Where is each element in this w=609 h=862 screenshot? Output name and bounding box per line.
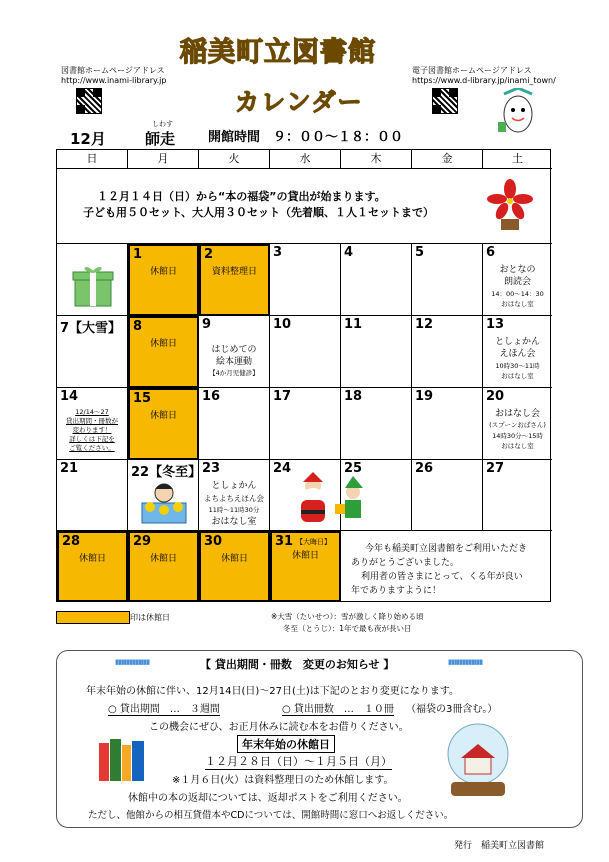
day-cell-21[interactable]: 21	[57, 460, 128, 531]
legend-note-taisetsu: ※大雪（たいせつ）：雪が激しく降り始める頃	[271, 612, 424, 621]
legend-note-toji: 冬至（とうじ）：1年で最も夜が長い日	[283, 624, 412, 633]
day-cell-8[interactable]: 8 休館日	[128, 316, 199, 388]
calendar-grid	[56, 149, 551, 602]
month-label: 12月	[70, 130, 106, 148]
day-cell-2[interactable]: 2 資料整理日	[199, 244, 270, 316]
weekday-thu: 木	[341, 150, 412, 169]
day-cell-28[interactable]: 28 休館日	[57, 531, 128, 602]
notice-line7: ただし、他館からの相互貸借本やCDについては、開館時間に窓口へお返しください。	[88, 810, 454, 821]
poinsettia-icon	[487, 179, 533, 231]
month-name: 師走	[145, 130, 176, 148]
closed-legend-swatch	[56, 611, 130, 624]
notice-period: ○ 貸出期間 … ３週間	[108, 700, 220, 716]
day-cell-30[interactable]: 30 休館日	[199, 531, 270, 602]
day-cell-27[interactable]: 27	[483, 460, 552, 531]
gift-box-icon	[71, 264, 115, 308]
day-cell-31[interactable]: 31 【大晦日】 休館日	[270, 531, 341, 602]
day-cell-24[interactable]: 24	[270, 460, 341, 531]
holiday-dates: １２月２８日（日）～１月５日（月）	[205, 755, 392, 768]
library-url-label: 図書館ホームページアドレス	[61, 66, 165, 75]
notice-count: ○ 貸出冊数 … １０冊	[282, 700, 394, 716]
snow-globe-icon	[443, 720, 513, 800]
day-cell-5[interactable]: 5	[412, 244, 483, 316]
e-library-url[interactable]: https://www.d-library.jp/inami_town/	[412, 76, 556, 85]
day-cell-22[interactable]: 22【冬至】	[128, 460, 199, 531]
day-cell-16[interactable]: 16	[199, 388, 270, 460]
weekday-tue: 火	[199, 150, 270, 169]
e-library-url-label: 電子図書館ホームページアドレス	[412, 66, 532, 75]
weekday-sun: 日	[57, 150, 128, 169]
month-name-ruby: しわす	[152, 120, 173, 128]
day-cell-18[interactable]: 18	[341, 388, 412, 460]
day-cell-14[interactable]: 14 12/14～27 貸出期間・冊数が 変わります！ 詳しくは下記を ご覧ください。	[57, 388, 128, 460]
day-cell-29[interactable]: 29 休館日	[128, 531, 199, 602]
announcement-line2: 子ども用５０セット、大人用３０セット（先着順、１人１セットまで）	[83, 206, 435, 219]
day-cell-17[interactable]: 17	[270, 388, 341, 460]
yuzu-bath-icon	[138, 477, 190, 527]
notice-line6: 休館中の本の返却については、返却ポストをご利用ください。	[128, 793, 408, 804]
day-cell-15[interactable]: 15 休館日	[128, 388, 199, 460]
notice-title: 【 貸出期間・冊数 変更のお知らせ 】	[200, 658, 395, 671]
day-cell-4[interactable]: 4	[341, 244, 412, 316]
qr-code-icon[interactable]	[432, 88, 458, 114]
weekday-wed: 水	[270, 150, 341, 169]
weekday-mon: 月	[128, 150, 199, 169]
day-cell-10[interactable]: 10	[270, 316, 341, 388]
library-url[interactable]: http://www.inami-library.jp	[61, 76, 167, 85]
notice-line5: ※１月６日(火）は資料整理日のため休館します。	[172, 775, 394, 786]
day-cell-12[interactable]: 12	[412, 316, 483, 388]
day-cell-3[interactable]: 3	[270, 244, 341, 316]
holiday-title: 年末年始の休館日	[237, 735, 335, 753]
books-icon	[93, 733, 155, 783]
day-cell-20[interactable]: 20 おはなし会 (スプーンおばさん) 14時30分～15時 おはなし室	[483, 388, 552, 460]
notice-line3: この機会にぜひ、お正月休みに読む本をお借りください。	[149, 722, 409, 733]
year-end-message: 今年も稲美町立図書館をご利用いただき ありがとうございました。 利用者の皆さまにとって、くる年が良い 年でありますように！	[351, 544, 528, 596]
weekday-sat: 土	[483, 150, 552, 169]
announcement-row	[57, 169, 552, 244]
publisher-footer: 発行 稲美町立図書館	[454, 841, 545, 851]
day-cell-13[interactable]: 13 としょかん えほん会 10時30～11時 おはなし室	[483, 316, 552, 388]
day-cell-11[interactable]: 11	[341, 316, 412, 388]
page-subtitle: カレンダー	[235, 88, 364, 116]
announcement-line1: １２月１４日（日）から“本の福袋”の貸出が始まります。	[97, 190, 386, 203]
day-cell-empty	[57, 244, 128, 316]
notice-count-note: （福袋の3冊含む。）	[406, 704, 498, 715]
mascot-icon	[496, 88, 540, 138]
opening-hours: 開館時間 ９：００～１８：００	[208, 130, 404, 145]
day-cell-9[interactable]: 9 はじめての 絵本運動 【4か月児健診】	[199, 316, 270, 388]
santa-elf-icon	[287, 472, 377, 532]
closed-legend-label: 印は休館日	[130, 613, 170, 622]
day-cell-1[interactable]: 1 休館日	[128, 244, 199, 316]
day-cell-19[interactable]: 19	[412, 388, 483, 460]
weekday-fri: 金	[412, 150, 483, 169]
day-cell-23[interactable]: 23 としょかん よちよちえほん会 11時～11時30分 おはなし室	[199, 460, 270, 531]
books-decoration-icon: ▮▮▮▮▮▮▮▮▮▮▮▮	[448, 658, 483, 666]
qr-code-icon[interactable]	[76, 88, 102, 114]
day-cell-7[interactable]: 7【大雪】	[57, 316, 128, 388]
notice-line1: 年末年始の休館に伴い、12月14日(日)～27日(土)は下記のとおり変更になります。	[86, 686, 459, 697]
day-cell-25[interactable]: 25	[341, 460, 412, 531]
books-decoration-icon: ▮▮▮▮▮▮▮▮▮▮▮▮	[115, 658, 150, 666]
page-title: 稲美町立図書館	[180, 37, 376, 68]
day-cell-6[interactable]: 6 おとなの 朗読会 14：00～14：30 おはなし室	[483, 244, 552, 316]
day-cell-26[interactable]: 26	[412, 460, 483, 531]
